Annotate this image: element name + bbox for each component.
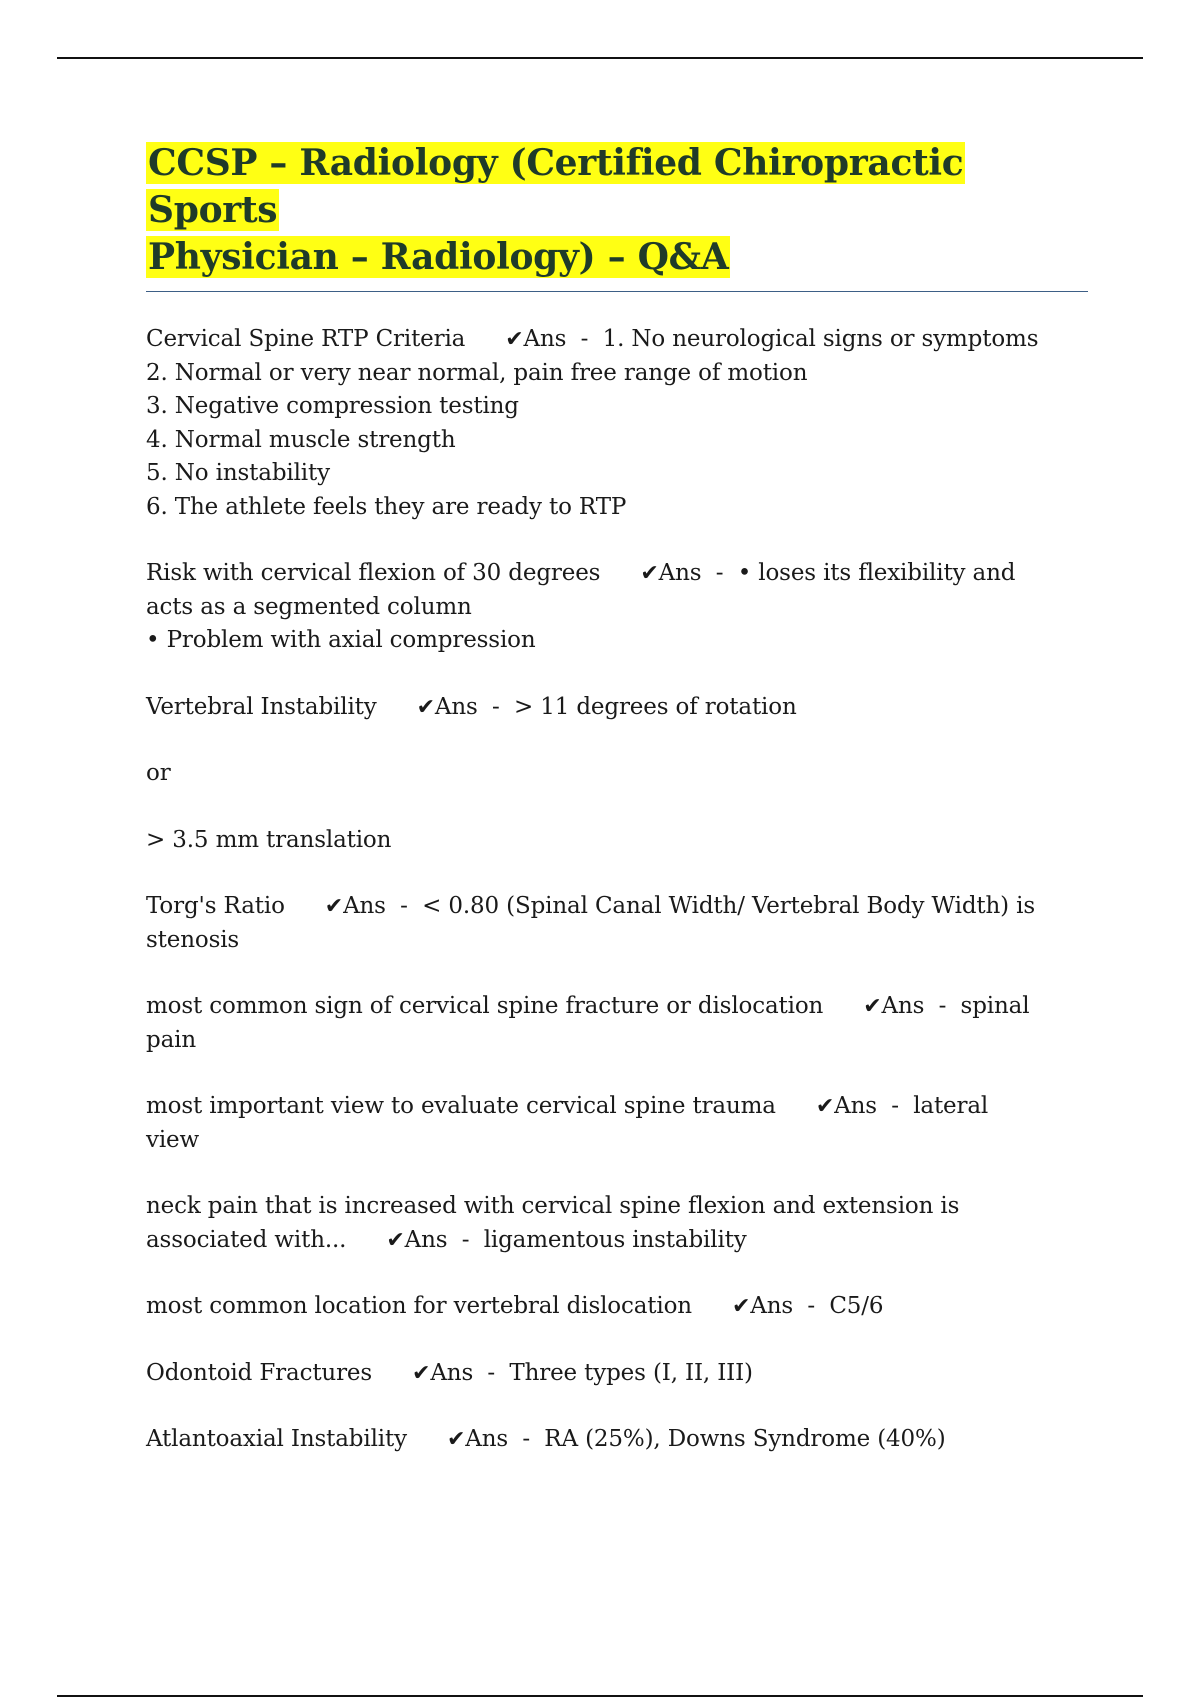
checkmark-icon: ✔ — [731, 1294, 751, 1319]
answer: lateral — [913, 1093, 989, 1119]
answer-line: stenosis — [146, 926, 240, 953]
answer: < 0.80 (Spinal Canal Width/ Vertebral Body Width) is — [422, 893, 1035, 919]
question: most common sign of cervical spine fracture or dislocation — [146, 993, 824, 1019]
ans-label: Ans - — [434, 693, 514, 720]
ans-label: Ans - — [881, 993, 961, 1019]
qa-item-odontoid-fractures — [146, 1357, 1088, 1391]
document-title — [146, 140, 1088, 281]
answer-line: • Problem with axial compression — [146, 627, 536, 653]
qa-item-vertebral-instability-translation — [146, 824, 1088, 858]
answer-line: 3. Negative compression testing — [146, 393, 519, 419]
ans-label: Ans - — [523, 326, 603, 352]
ans-label: Ans - — [465, 1426, 545, 1452]
qa-item-trauma-view — [146, 1090, 1088, 1157]
qa-item-torgs-ratio — [146, 890, 1088, 957]
answer-line: > 3.5 mm translation — [146, 826, 392, 853]
answer-line: 6. The athlete feels they are ready to RTP — [146, 493, 627, 520]
question: Cervical Spine RTP Criteria — [146, 326, 466, 352]
answer-line: 5. No instability — [146, 460, 330, 486]
ans-label: Ans - — [404, 1226, 484, 1253]
ans-label: Ans - — [343, 893, 423, 919]
question: Odontoid Fractures — [146, 1359, 373, 1386]
qa-item-atlantoaxial-instability — [146, 1423, 1088, 1457]
answer: Three types (I, II, III) — [509, 1359, 753, 1386]
qa-item-dislocation-location — [146, 1290, 1088, 1324]
answer-line: acts as a segmented column — [146, 593, 472, 620]
answer: RA (25%), Downs Syndrome (40%) — [544, 1426, 946, 1452]
checkmark-icon: ✔ — [412, 1360, 431, 1386]
answer: 1. No neurological signs or symptoms — [602, 326, 1039, 352]
checkmark-icon: ✔ — [416, 694, 435, 720]
answer: • loses its flexibility and — [737, 560, 1016, 586]
answer: > 11 degrees of rotation — [513, 693, 797, 720]
question: Atlantoaxial Instability — [146, 1426, 407, 1452]
qa-item-neck-pain — [146, 1190, 1088, 1257]
answer: C5/6 — [829, 1293, 884, 1319]
question: Risk with cervical flexion of 30 degrees — [146, 560, 601, 586]
answer-line: 4. Normal muscle strength — [146, 426, 456, 453]
checkmark-icon: ✔ — [505, 327, 524, 352]
ans-label: Ans - — [750, 1293, 830, 1319]
question: most important view to evaluate cervical spine trauma — [146, 1093, 776, 1119]
qa-item-vertebral-instability — [146, 691, 1088, 725]
qa-item-cervical-flexion-risk — [146, 557, 1088, 658]
checkmark-icon: ✔ — [386, 1227, 405, 1253]
document-body — [146, 140, 1088, 1490]
answer-line: 2. Normal or very near normal, pain free range of motion — [146, 359, 808, 386]
answer: ligamentous instability — [483, 1226, 747, 1253]
answer-line: or — [146, 760, 171, 786]
checkmark-icon: ✔ — [324, 894, 344, 919]
question-line: neck pain that is increased with cervical spine flexion and extension is — [146, 1193, 960, 1219]
answer: spinal — [960, 993, 1030, 1019]
checkmark-icon: ✔ — [640, 561, 659, 586]
checkmark-icon: ✔ — [815, 1094, 835, 1119]
page-bottom-rule — [57, 1695, 1143, 1697]
question: Vertebral Instability — [146, 693, 377, 720]
ans-label: Ans - — [834, 1093, 914, 1119]
title-line-1: CCSP – Radiology (Certified Chiropractic Sports — [148, 142, 964, 231]
question: associated with... — [146, 1226, 347, 1253]
ans-label: Ans - — [430, 1359, 510, 1386]
checkmark-icon: ✔ — [446, 1427, 466, 1452]
question: most common location for vertebral dislocation — [146, 1293, 692, 1319]
question: Torg's Ratio — [146, 893, 285, 919]
page-top-rule — [57, 57, 1143, 59]
checkmark-icon: ✔ — [863, 994, 882, 1019]
qa-list — [146, 323, 1088, 1457]
ans-label: Ans - — [658, 560, 738, 586]
qa-item-vertebral-instability-or — [146, 757, 1088, 791]
qa-item-fracture-sign — [146, 990, 1088, 1057]
answer-line: view — [146, 1126, 200, 1153]
title-underline-rule — [146, 291, 1088, 292]
qa-item-cervical-spine-rtp — [146, 323, 1088, 524]
answer-line: pain — [146, 1026, 197, 1053]
title-line-2: Physician – Radiology) – Q&A — [148, 236, 729, 278]
